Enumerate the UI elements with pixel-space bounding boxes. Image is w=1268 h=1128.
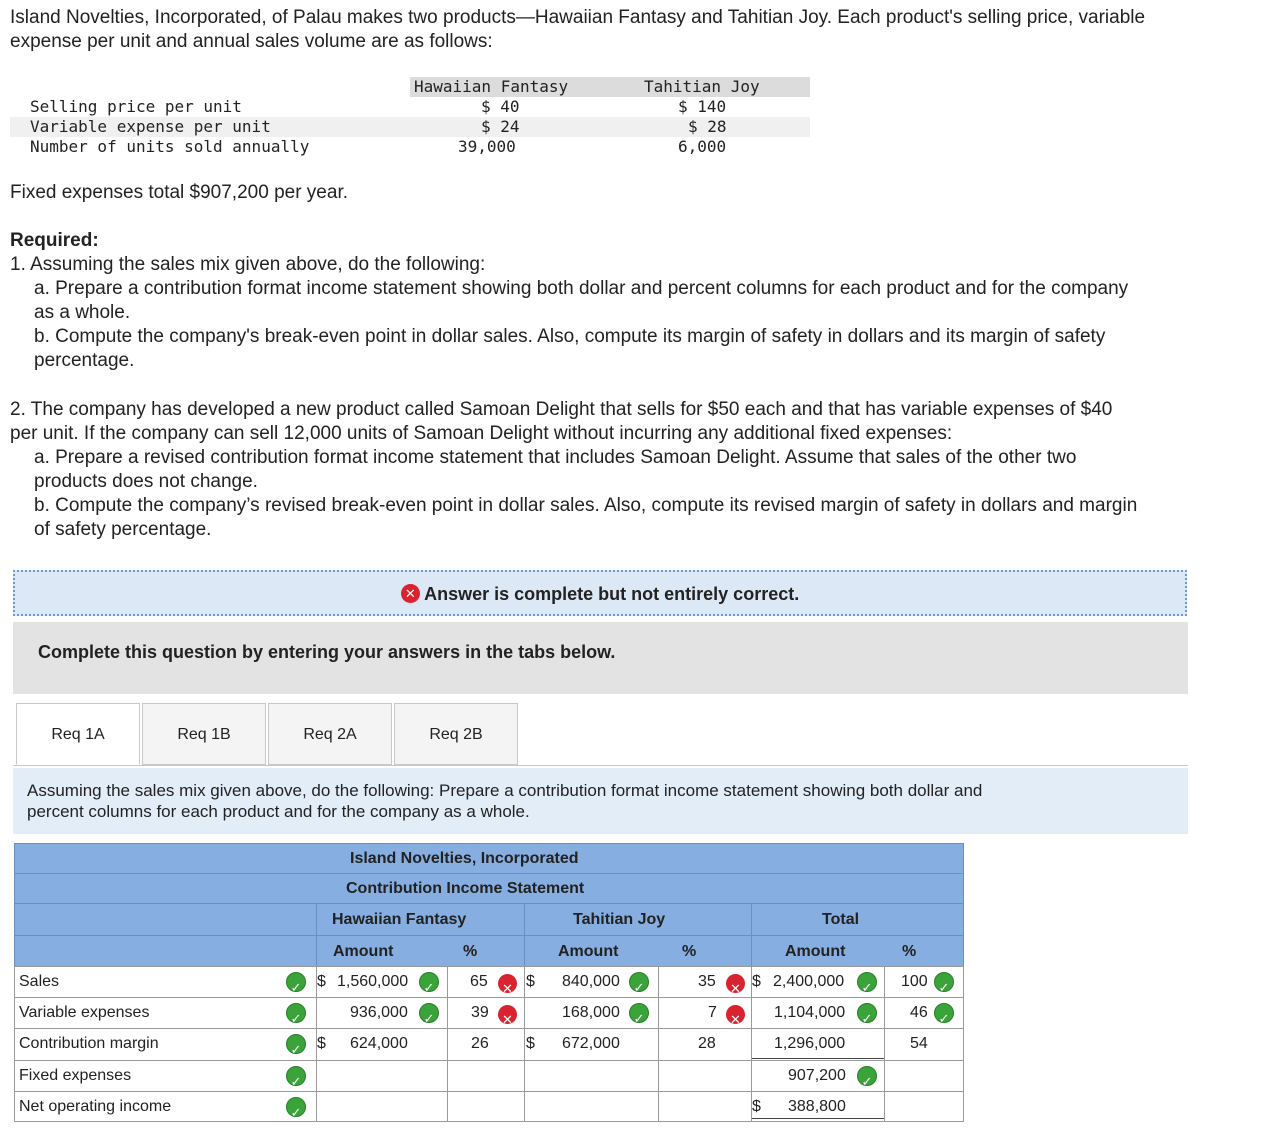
x-circle-icon: ✕ xyxy=(401,584,420,603)
row-label: Number of units sold annually xyxy=(30,137,310,156)
tj-value: $ 140 xyxy=(678,97,727,116)
company-name: Island Novelties, Incorporated xyxy=(350,850,579,867)
tj-variable-pct[interactable]: 7 xyxy=(708,1004,717,1021)
table-row-fixed-expenses xyxy=(14,1060,964,1091)
x-circle-icon: ✕ xyxy=(498,974,517,993)
check-icon: ✓ xyxy=(857,1003,877,1023)
header-total: Total xyxy=(822,911,860,928)
hf-variable-pct[interactable]: 39 xyxy=(471,1004,489,1021)
tj-sales-pct[interactable]: 35 xyxy=(698,973,716,990)
req1a-line1: a. Prepare a contribution format income statement showing both dollar and percent columns for each product and for the company xyxy=(34,278,1129,299)
col-hawaiian-fantasy: Hawaiian Fantasy xyxy=(414,77,569,96)
product-row-price xyxy=(10,97,810,117)
tab-req-2a[interactable]: Req 2A xyxy=(268,703,392,765)
x-circle-icon: ✕ xyxy=(726,1005,745,1024)
total-sales-amount[interactable]: 2,400,000 xyxy=(773,973,845,990)
header-total-pct: % xyxy=(902,943,917,960)
total-cm-pct: 54 xyxy=(910,1035,928,1052)
product-row-units xyxy=(10,137,810,157)
row-label: Variable expense per unit xyxy=(30,117,271,136)
req-description xyxy=(13,768,1188,834)
header-tahitian-joy: Tahitian Joy xyxy=(573,911,666,928)
row-label-sales: Sales xyxy=(19,973,60,990)
dollar-sign: $ xyxy=(317,973,326,990)
req2b-line2: of safety percentage. xyxy=(34,519,212,540)
req2-line2: per unit. If the company can sell 12,000 units of Samoan Delight without incurring any additional fixed expenses: xyxy=(10,423,953,444)
check-icon: ✓ xyxy=(857,1066,877,1086)
dollar-sign: $ xyxy=(752,1098,761,1115)
statement-title: Contribution Income Statement xyxy=(346,880,585,897)
hf-value: $ 24 xyxy=(481,117,520,136)
hf-cm-pct: 26 xyxy=(471,1035,489,1052)
header-tj-amount: Amount xyxy=(558,943,619,960)
row-label-fixed-expenses: Fixed expenses xyxy=(19,1067,132,1084)
tab-req-1b[interactable]: Req 1B xyxy=(142,703,266,765)
check-icon: ✓ xyxy=(629,972,649,992)
income-statement xyxy=(14,843,964,1121)
row-label-variable-expenses: Variable expenses xyxy=(19,1004,150,1021)
statement-product-header xyxy=(14,903,964,935)
dollar-sign: $ xyxy=(526,973,535,990)
row-label-net-operating-income: Net operating income xyxy=(19,1098,172,1115)
statement-company-header xyxy=(14,843,964,873)
check-icon: ✓ xyxy=(286,1034,306,1054)
product-row-variable xyxy=(10,117,810,137)
req2-line1: 2. The company has developed a new product called Samoan Delight that sells for $50 each and that has variable expenses of $40 xyxy=(10,399,1113,420)
net-operating-income-amount: 388,800 xyxy=(788,1098,846,1115)
hf-variable-amount[interactable]: 936,000 xyxy=(350,1004,408,1021)
fixed-expenses-text: Fixed expenses total $907,200 per year. xyxy=(10,182,349,203)
check-icon: ✓ xyxy=(934,972,954,992)
total-sales-pct[interactable]: 100 xyxy=(901,973,928,990)
hf-value: 39,000 xyxy=(458,137,516,156)
check-icon: ✓ xyxy=(629,1003,649,1023)
check-icon: ✓ xyxy=(286,972,306,992)
check-icon: ✓ xyxy=(286,1066,306,1086)
table-row-sales xyxy=(14,966,964,997)
product-table-header xyxy=(10,77,810,97)
tj-sales-amount[interactable]: 840,000 xyxy=(562,973,620,990)
tj-cm-pct: 28 xyxy=(698,1035,716,1052)
req1a-line2: as a whole. xyxy=(34,302,131,323)
row-label-contribution-margin: Contribution margin xyxy=(19,1035,159,1052)
req1b-line1: b. Compute the company's break-even point in dollar sales. Also, compute its margin of safety in dollars and its margin of safety xyxy=(34,326,1106,347)
total-variable-amount[interactable]: 1,104,000 xyxy=(774,1004,846,1021)
dollar-sign: $ xyxy=(526,1035,535,1052)
hf-cm-amount: 624,000 xyxy=(350,1035,408,1052)
intro-line-2: expense per unit and annual sales volume are as follows: xyxy=(10,31,493,52)
header-hf-pct: % xyxy=(463,943,478,960)
banner-text: Answer is complete but not entirely correct. xyxy=(424,584,800,604)
tj-value: 6,000 xyxy=(678,137,727,156)
table-row-contribution-margin xyxy=(14,1028,964,1059)
total-cm-amount: 1,296,000 xyxy=(774,1035,846,1052)
instruction-text: Complete this question by entering your answers in the tabs below. xyxy=(13,622,1188,694)
dollar-sign: $ xyxy=(317,1035,326,1052)
check-icon: ✓ xyxy=(286,1097,306,1117)
check-icon: ✓ xyxy=(857,972,877,992)
col-tahitian-joy: Tahitian Joy xyxy=(644,77,760,96)
result-banner xyxy=(13,570,1187,616)
x-circle-icon: ✕ xyxy=(498,1005,517,1024)
statement-title-header xyxy=(14,873,964,903)
hf-sales-pct[interactable]: 65 xyxy=(470,973,488,990)
req2a-line1: a. Prepare a revised contribution format income statement that includes Samoan Delight. Assume that sales of the other two xyxy=(34,447,1077,468)
header-total-amount: Amount xyxy=(785,943,846,960)
question-intro xyxy=(10,6,1260,54)
check-icon: ✓ xyxy=(934,1003,954,1023)
header-tj-pct: % xyxy=(682,943,697,960)
required-label: Required: xyxy=(10,230,99,251)
total-fixed-amount[interactable]: 907,200 xyxy=(788,1067,846,1084)
hf-value: $ 40 xyxy=(481,97,520,116)
hf-sales-amount[interactable]: 1,560,000 xyxy=(337,973,409,990)
req-description-line2: percent columns for each product and for the company as a whole. xyxy=(27,802,530,821)
tj-cm-amount: 672,000 xyxy=(562,1035,620,1052)
required-section xyxy=(10,229,1260,373)
dollar-sign: $ xyxy=(752,973,761,990)
check-icon: ✓ xyxy=(419,1003,439,1023)
header-hawaiian-fantasy: Hawaiian Fantasy xyxy=(332,911,467,928)
tab-req-1a[interactable]: Req 1A xyxy=(16,703,140,765)
header-hf-amount: Amount xyxy=(333,943,394,960)
tab-req-2b[interactable]: Req 2B xyxy=(394,703,518,765)
tj-variable-amount[interactable]: 168,000 xyxy=(562,1004,620,1021)
check-icon: ✓ xyxy=(419,972,439,992)
req2-section xyxy=(10,398,1260,542)
req2a-line2: products does not change. xyxy=(34,471,258,492)
intro-line-1: Island Novelties, Incorporated, of Palau makes two products—Hawaiian Fantasy and Tahitian Joy. Each product's selling price, variable xyxy=(10,7,1146,28)
table-row-variable-expenses xyxy=(14,997,964,1028)
check-icon: ✓ xyxy=(286,1003,306,1023)
statement-column-header xyxy=(14,935,964,966)
req1b-line2: percentage. xyxy=(34,350,135,371)
tj-value: $ 28 xyxy=(688,117,727,136)
total-variable-pct[interactable]: 46 xyxy=(910,1004,928,1021)
req1-text: 1. Assuming the sales mix given above, do the following: xyxy=(10,254,486,275)
req2b-line1: b. Compute the company’s revised break-even point in dollar sales. Also, compute its revised margin of safety in dollars and margin xyxy=(34,495,1138,516)
tab-divider xyxy=(13,765,1188,766)
x-circle-icon: ✕ xyxy=(726,974,745,993)
req-description-line1: Assuming the sales mix given above, do the following: Prepare a contribution format income statement showing both dollar and xyxy=(27,781,983,800)
row-label: Selling price per unit xyxy=(30,97,242,116)
